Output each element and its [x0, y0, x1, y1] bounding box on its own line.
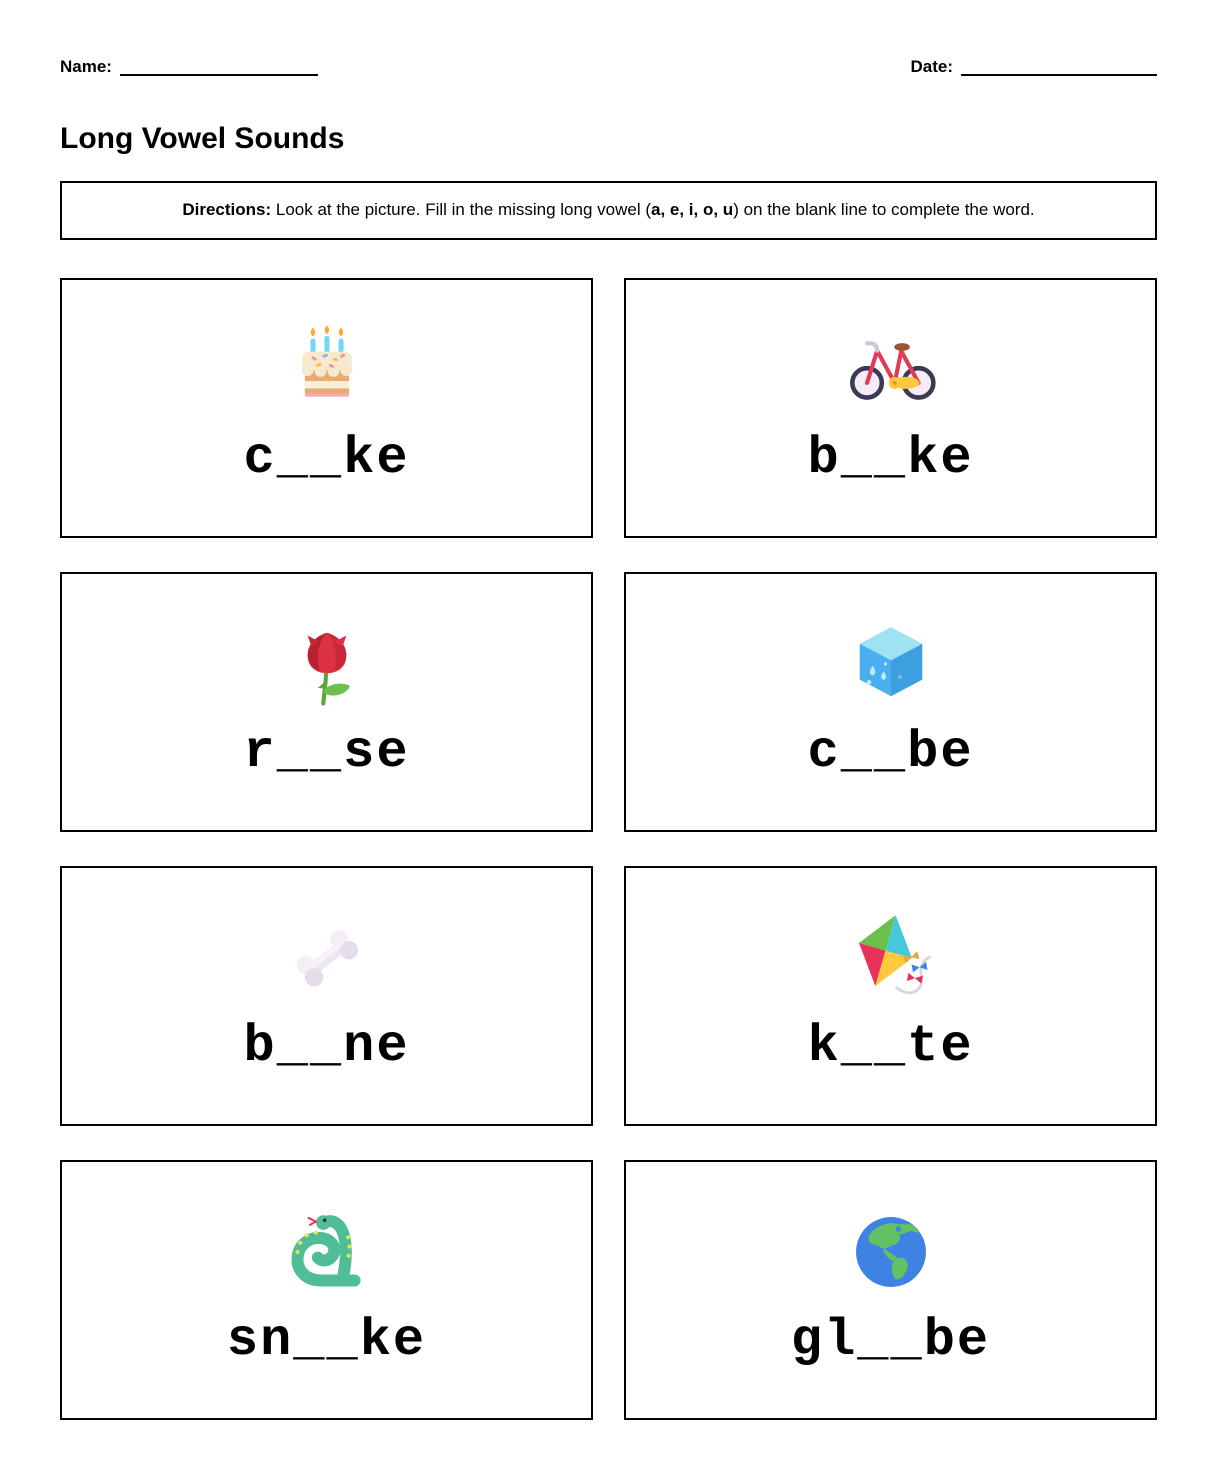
directions-label: Directions:: [182, 200, 272, 220]
date-label: Date:: [910, 57, 953, 76]
word-with-blank: [807, 724, 973, 781]
word-prefix: b: [243, 1016, 277, 1076]
blank-line: __: [276, 428, 344, 488]
directions-text-2: ) on the blank line to complete the word.: [733, 200, 1035, 220]
word-card: [60, 278, 593, 538]
header-row: [60, 58, 1157, 77]
word-card: [624, 278, 1157, 538]
word-card: [624, 1160, 1157, 1420]
word-with-blank: [807, 430, 973, 487]
blank-line: __: [840, 722, 908, 782]
word-card: [60, 866, 593, 1126]
directions-box: [60, 181, 1157, 240]
word-suffix: ke: [907, 428, 974, 488]
date-field: [910, 58, 1157, 77]
word-suffix: te: [907, 1016, 974, 1076]
word-suffix: se: [343, 722, 410, 782]
word-suffix: be: [907, 722, 974, 782]
directions-text-1: Look at the picture. Fill in the missing long vowel (: [271, 200, 651, 220]
date-blank-line: [961, 60, 1157, 76]
blank-line: __: [857, 1310, 924, 1370]
word-prefix: r: [243, 722, 277, 782]
rose-icon: [281, 618, 373, 710]
page-title: Long Vowel Sounds: [60, 121, 345, 155]
word-prefix: c: [807, 722, 841, 782]
word-prefix: c: [243, 428, 277, 488]
word-with-blank: [807, 1018, 973, 1075]
bone-icon: [281, 912, 373, 1004]
word-suffix: ke: [343, 428, 410, 488]
kite-icon: [845, 912, 937, 1004]
cards-grid: [60, 278, 1157, 1420]
snake-icon: [281, 1206, 373, 1298]
word-card: [624, 866, 1157, 1126]
word-suffix: ne: [343, 1016, 410, 1076]
blank-line: __: [276, 1016, 344, 1076]
word-with-blank: [791, 1312, 990, 1369]
blank-line: __: [293, 1310, 360, 1370]
word-prefix: sn: [226, 1310, 294, 1370]
name-field: [60, 58, 318, 77]
name-blank-line: [120, 60, 318, 76]
word-suffix: be: [923, 1310, 991, 1370]
word-with-blank: [227, 1312, 426, 1369]
blank-line: __: [840, 428, 908, 488]
word-prefix: b: [807, 428, 841, 488]
word-card: [60, 572, 593, 832]
word-with-blank: [243, 1018, 409, 1075]
word-with-blank: [243, 430, 409, 487]
word-prefix: gl: [790, 1310, 858, 1370]
word-card: [60, 1160, 593, 1420]
name-label: Name:: [60, 57, 112, 76]
word-prefix: k: [807, 1016, 841, 1076]
word-card: [624, 572, 1157, 832]
globe-icon: [845, 1206, 937, 1298]
blank-line: __: [276, 722, 344, 782]
word-suffix: ke: [359, 1310, 427, 1370]
directions-vowels: a, e, i, o, u: [651, 200, 734, 220]
word-with-blank: [243, 724, 409, 781]
blank-line: __: [840, 1016, 908, 1076]
ice-cube-icon: [845, 618, 937, 710]
birthday-cake-icon: [281, 324, 373, 416]
bicycle-icon: [845, 324, 937, 416]
